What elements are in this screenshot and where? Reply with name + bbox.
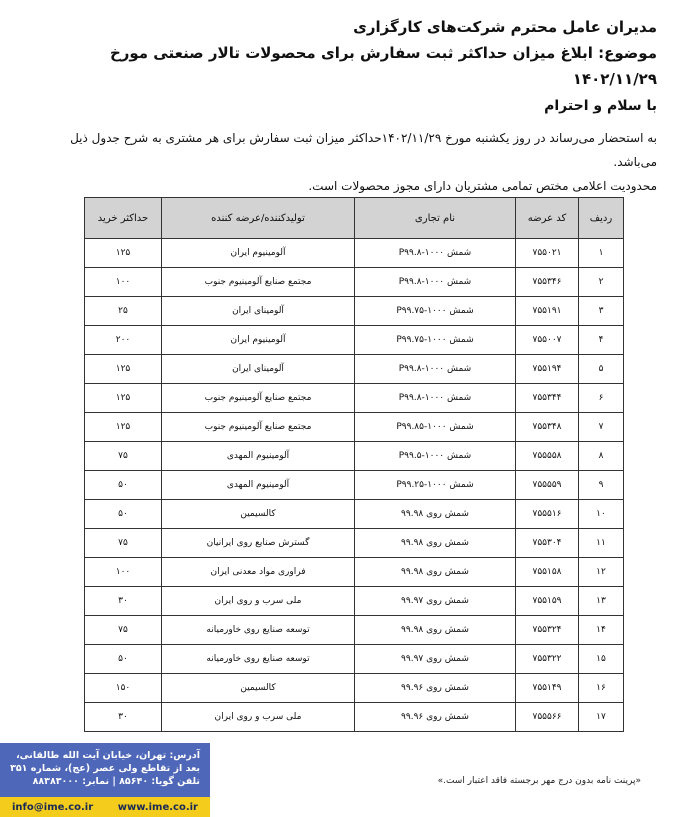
cell-max-purchase: ۱۲۵	[85, 384, 162, 413]
cell-trade-name: شمش ۱۰۰۰-P۹۹.۸	[355, 355, 516, 384]
table-row	[85, 268, 624, 297]
website-link[interactable]: www.ime.co.ir	[117, 801, 198, 813]
cell-producer: توسعه صنایع روی خاورمیانه	[162, 616, 355, 645]
cell-max-purchase: ۱۲۵	[85, 239, 162, 268]
cell-offer-code: ۷۵۵۳۴۴	[516, 384, 579, 413]
cell-max-purchase: ۷۵	[85, 616, 162, 645]
address-line-2: بعد از تقاطع ولی عصر (عج)، شماره ۳۵۱	[10, 763, 200, 774]
cell-offer-code: ۷۵۵۱۹۴	[516, 355, 579, 384]
cell-row-number: ۱۲	[579, 558, 624, 587]
cell-row-number: ۱۳	[579, 587, 624, 616]
cell-row-number: ۶	[579, 384, 624, 413]
cell-offer-code: ۷۵۵۰۲۱	[516, 239, 579, 268]
cell-producer: آلومینیوم المهدی	[162, 471, 355, 500]
cell-trade-name: شمش روی ۹۹.۹۷	[355, 645, 516, 674]
body-line-1: به استحضار می‌رساند در روز یکشنبه مورخ ۱۴۰۲/۱۱/۲۹حداکثر میزان ثبت سفارش برای هر مشتری به شرح جدول ذیل می‌باشد.	[70, 131, 657, 169]
cell-trade-name: شمش ۱۰۰۰-P۹۹.۸۵	[355, 413, 516, 442]
cell-producer: ملی سرب و روی ایران	[162, 587, 355, 616]
recipient-line: مدیران عامل محترم شرکت‌های کارگزاری	[353, 18, 657, 36]
header-trade-name: نام تجاری	[355, 198, 516, 239]
print-note: «پرینت نامه بدون درج مهر برجسته فاقد اعتبار است.»	[437, 776, 641, 786]
cell-max-purchase: ۱۲۵	[85, 355, 162, 384]
cell-row-number: ۱۱	[579, 529, 624, 558]
address-block	[6, 749, 200, 788]
header-row-number: ردیف	[579, 198, 624, 239]
subject-line: موضوع: ابلاغ میزان حداکثر ثبت سفارش برای محصولات تالار صنعتی مورخ ۱۴۰۲/۱۱/۲۹	[109, 44, 657, 88]
cell-trade-name: شمش ۱۰۰۰-P۹۹.۵	[355, 442, 516, 471]
greeting: با سلام و احترام	[544, 98, 657, 114]
cell-row-number: ۱۰	[579, 500, 624, 529]
contact-box	[0, 743, 210, 817]
cell-producer: کالسیمین	[162, 674, 355, 703]
cell-producer: مجتمع صنایع آلومینیوم جنوب	[162, 413, 355, 442]
header-offer-code: کد عرضه	[516, 198, 579, 239]
cell-offer-code: ۷۵۵۵۱۶	[516, 500, 579, 529]
cell-trade-name: شمش ۱۰۰۰-P۹۹.۲۵	[355, 471, 516, 500]
table-row	[85, 616, 624, 645]
cell-offer-code: ۷۵۵۱۹۱	[516, 297, 579, 326]
cell-producer: ملی سرب و روی ایران	[162, 703, 355, 732]
cell-max-purchase: ۱۰۰	[85, 558, 162, 587]
cell-trade-name: شمش ۱۰۰۰-P۹۹.۸	[355, 268, 516, 297]
cell-max-purchase: ۲۰۰	[85, 326, 162, 355]
table-row	[85, 587, 624, 616]
table-body	[85, 239, 624, 732]
address-line-1: آدرس: تهران، خیابان آیت الله طالقانی،	[16, 750, 200, 761]
cell-offer-code: ۷۵۵۳۴۶	[516, 268, 579, 297]
cell-trade-name: شمش ۱۰۰۰-P۹۹.۸	[355, 384, 516, 413]
cell-row-number: ۱۶	[579, 674, 624, 703]
cell-trade-name: شمش روی ۹۹.۹۶	[355, 674, 516, 703]
table-row	[85, 413, 624, 442]
cell-max-purchase: ۷۵	[85, 529, 162, 558]
cell-max-purchase: ۳۰	[85, 703, 162, 732]
cell-offer-code: ۷۵۵۳۲۲	[516, 645, 579, 674]
cell-producer: مجتمع صنایع آلومینیوم جنوب	[162, 268, 355, 297]
cell-row-number: ۱۴	[579, 616, 624, 645]
table-row	[85, 326, 624, 355]
cell-offer-code: ۷۵۵۱۵۸	[516, 558, 579, 587]
header-max-purchase: حداکثر خرید	[85, 198, 162, 239]
cell-producer: فراوری مواد معدنی ایران	[162, 558, 355, 587]
cell-row-number: ۵	[579, 355, 624, 384]
order-limits-table-wrap	[84, 197, 620, 732]
cell-producer: آلومینیوم ایران	[162, 326, 355, 355]
cell-max-purchase: ۳۰	[85, 587, 162, 616]
cell-offer-code: ۷۵۵۵۶۶	[516, 703, 579, 732]
cell-offer-code: ۷۵۵۱۵۹	[516, 587, 579, 616]
cell-row-number: ۱۷	[579, 703, 624, 732]
cell-trade-name: شمش روی ۹۹.۹۸	[355, 558, 516, 587]
cell-producer: آلومینیوم ایران	[162, 239, 355, 268]
cell-producer: توسعه صنایع روی خاورمیانه	[162, 645, 355, 674]
header-producer: تولیدکننده/عرضه کننده	[162, 198, 355, 239]
cell-row-number: ۴	[579, 326, 624, 355]
cell-trade-name: شمش روی ۹۹.۹۸	[355, 616, 516, 645]
cell-row-number: ۱۵	[579, 645, 624, 674]
cell-offer-code: ۷۵۵۰۰۷	[516, 326, 579, 355]
cell-producer: مجتمع صنایع آلومینیوم جنوب	[162, 384, 355, 413]
cell-offer-code: ۷۵۵۱۴۹	[516, 674, 579, 703]
cell-max-purchase: ۱۵۰	[85, 674, 162, 703]
cell-max-purchase: ۲۵	[85, 297, 162, 326]
cell-row-number: ۲	[579, 268, 624, 297]
cell-max-purchase: ۱۰۰	[85, 268, 162, 297]
cell-trade-name: شمش روی ۹۹.۹۸	[355, 500, 516, 529]
cell-max-purchase: ۱۲۵	[85, 413, 162, 442]
cell-max-purchase: ۷۵	[85, 442, 162, 471]
letter-header	[30, 14, 657, 92]
table-row	[85, 529, 624, 558]
cell-trade-name: شمش روی ۹۹.۹۷	[355, 587, 516, 616]
cell-trade-name: شمش ۱۰۰۰-P۹۹.۸	[355, 239, 516, 268]
cell-row-number: ۸	[579, 442, 624, 471]
cell-offer-code: ۷۵۵۳۰۴	[516, 529, 579, 558]
table-row	[85, 239, 624, 268]
body-line-2: محدودیت اعلامی مختص تمامی مشتریان دارای مجوز محصولات است.	[308, 179, 657, 193]
cell-row-number: ۱	[579, 239, 624, 268]
cell-max-purchase: ۵۰	[85, 645, 162, 674]
cell-row-number: ۹	[579, 471, 624, 500]
letter-body	[30, 126, 657, 198]
phone-line: تلفن گویا: ۸۵۶۴۰ | نمابر: ۸۸۳۸۳۰۰۰	[32, 776, 200, 787]
table-row	[85, 500, 624, 529]
cell-offer-code: ۷۵۵۳۲۴	[516, 616, 579, 645]
cell-producer: کالسیمین	[162, 500, 355, 529]
contact-strip	[0, 797, 210, 817]
table-row	[85, 703, 624, 732]
cell-offer-code: ۷۵۵۵۵۹	[516, 471, 579, 500]
table-header-row	[85, 198, 624, 239]
cell-max-purchase: ۵۰	[85, 500, 162, 529]
cell-offer-code: ۷۵۵۳۴۸	[516, 413, 579, 442]
cell-producer: آلومینای ایران	[162, 355, 355, 384]
order-limits-table	[84, 197, 624, 732]
table-row	[85, 674, 624, 703]
email-link[interactable]: info@ime.co.ir	[12, 801, 94, 813]
cell-producer: آلومینای ایران	[162, 297, 355, 326]
table-row	[85, 442, 624, 471]
cell-producer: آلومینیوم المهدی	[162, 442, 355, 471]
table-row	[85, 297, 624, 326]
cell-trade-name: شمش روی ۹۹.۹۶	[355, 703, 516, 732]
table-row	[85, 384, 624, 413]
cell-offer-code: ۷۵۵۵۵۸	[516, 442, 579, 471]
cell-row-number: ۷	[579, 413, 624, 442]
table-row	[85, 355, 624, 384]
cell-max-purchase: ۵۰	[85, 471, 162, 500]
table-row	[85, 645, 624, 674]
cell-trade-name: شمش ۱۰۰۰-P۹۹.۷۵	[355, 326, 516, 355]
cell-trade-name: شمش ۱۰۰۰-P۹۹.۷۵	[355, 297, 516, 326]
cell-row-number: ۳	[579, 297, 624, 326]
cell-trade-name: شمش روی ۹۹.۹۸	[355, 529, 516, 558]
cell-producer: گسترش صنایع روی ایرانیان	[162, 529, 355, 558]
table-row	[85, 471, 624, 500]
table-row	[85, 558, 624, 587]
